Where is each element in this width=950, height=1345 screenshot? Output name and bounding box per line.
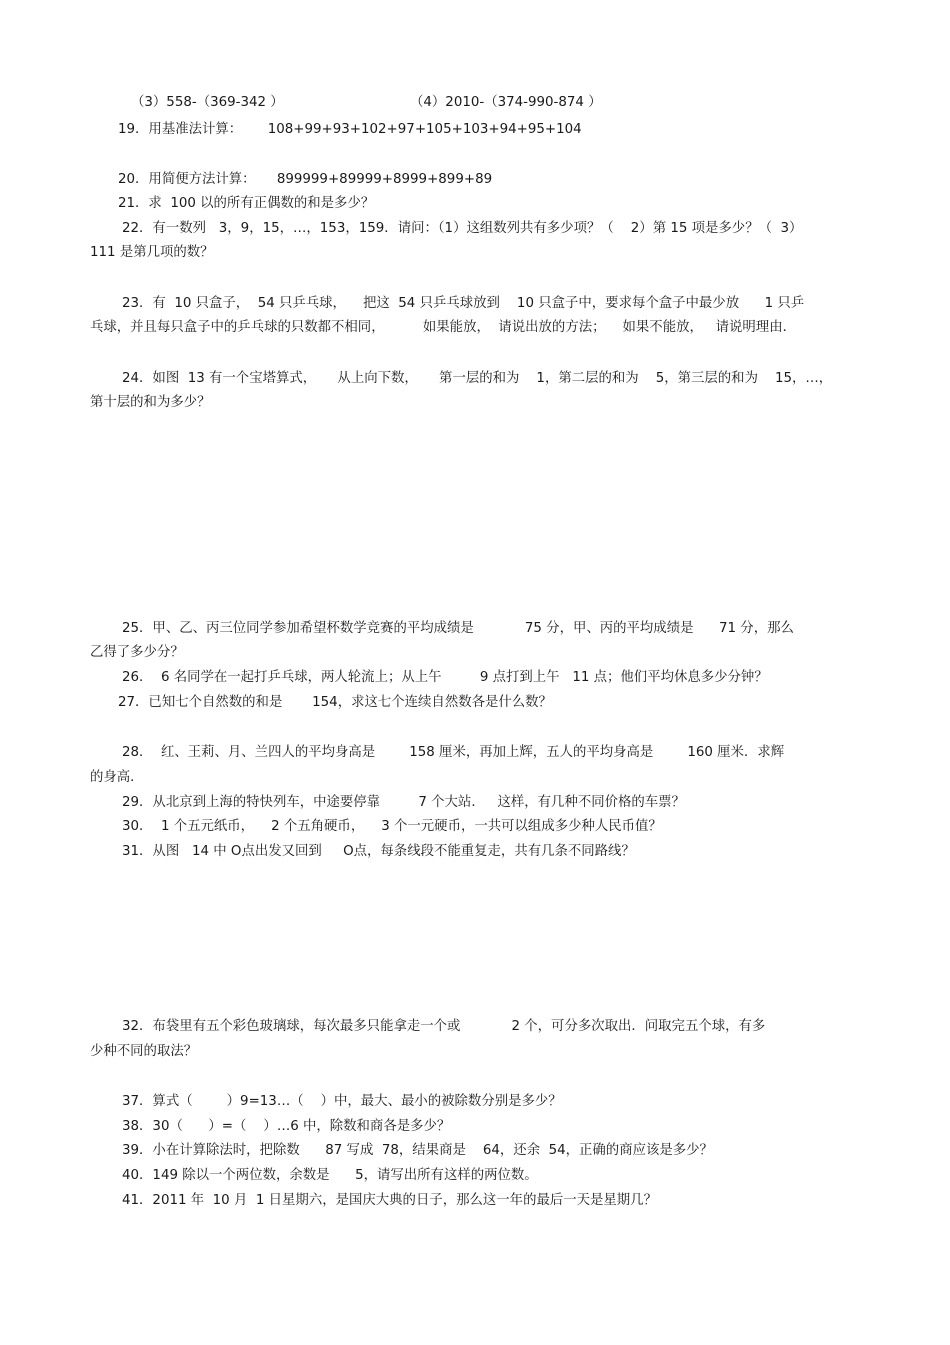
problem-18-part-4: （4）2010-（374-990-874 ） xyxy=(410,95,602,110)
problem-24-line-2: 第十层的和为多少？ xyxy=(90,395,211,410)
problem-40: 40．149 除以一个两位数，余数是 5，请写出所有这样的两位数。 xyxy=(122,1168,538,1183)
problem-32-line-2: 少种不同的取法？ xyxy=(90,1044,198,1059)
problem-19: 19．用基准法计算： 108+99+93+102+97+105+103+94+95+104 xyxy=(118,122,582,137)
problem-23-line-2: 乓球，并且每只盒子中的乒乓球的只数都不相同， 如果能放， 请说出放的方法； 如果不能放， 请说明理由． xyxy=(90,320,796,335)
problem-23-line-1: 23．有 10 只盒子， 54 只乒乓球， 把这 54 只乒乓球放到 10 只盒子中，要求每个盒子中最少放 1 只乒 xyxy=(122,296,805,311)
problem-20: 20．用简便方法计算： 899999+89999+8999+899+89 xyxy=(118,172,493,187)
problem-25-line-1: 25．甲、乙、丙三位同学参加希望杯数学竞赛的平均成绩是 75 分，甲、丙的平均成绩是 71 分，那么 xyxy=(122,621,794,636)
problem-39: 39．小在计算除法时，把除数 87 写成 78，结果商是 64，还余 54，正确的商应该是多少？ xyxy=(122,1143,713,1158)
problem-21: 21．求 100 以的所有正偶数的和是多少？ xyxy=(118,196,375,211)
problem-31: 31．从图 14 中 O点出发又回到 O点，每条线段不能重复走，共有几条不同路线？ xyxy=(122,844,635,859)
problem-38: 38．30（ ）=（ ）…6 中，除数和商各是多少？ xyxy=(122,1119,451,1134)
problem-22-line-2: 111 是第几项的数？ xyxy=(90,245,214,260)
problem-32-line-1: 32．布袋里有五个彩色玻璃球，每次最多只能拿走一个或 2 个，可分多次取出．问取完五个球，有多 xyxy=(122,1019,766,1034)
problem-18-part-3: （3）558-（369-342 ） xyxy=(131,95,284,110)
problem-28-line-2: 的身高． xyxy=(90,770,144,785)
problem-27: 27．已知七个自然数的和是 154，求这七个连续自然数各是什么数？ xyxy=(118,695,552,710)
problem-22-line-1: 22．有一数列 3，9，15，…，153，159．请问：（1）这组数列共有多少项？（ 2）第 15 项是多少？（ 3） xyxy=(122,221,803,236)
problem-37: 37．算式（ ）9=13…（ ）中，最大、最小的被除数分别是多少？ xyxy=(122,1094,562,1109)
problem-30: 30． 1 个五元纸币， 2 个五角硬币， 3 个一元硬币，一共可以组成多少种人民币值？ xyxy=(122,819,662,834)
problem-26: 26． 6 名同学在一起打乒乓球，两人轮流上；从上午 9 点打到上午 11 点；他们平均休息多少分钟？ xyxy=(122,670,768,685)
problem-29: 29．从北京到上海的特快列车，中途要停靠 7 个大站． 这样，有几种不同价格的车票？ xyxy=(122,795,685,810)
problem-24-line-1: 24．如图 13 有一个宝塔算式， 从上向下数， 第一层的和为 1，第二层的和为 5，第三层的和为 15，…， xyxy=(122,371,833,386)
problem-25-line-2: 乙得了多少分？ xyxy=(90,645,184,660)
problem-28-line-1: 28． 红、王莉、月、兰四人的平均身高是 158 厘米，再加上辉，五人的平均身高是 160 厘米．求辉 xyxy=(122,745,785,760)
problem-41: 41．2011 年 10 月 1 日星期六，是国庆大典的日子，那么这一年的最后一天是星期几？ xyxy=(122,1193,657,1208)
